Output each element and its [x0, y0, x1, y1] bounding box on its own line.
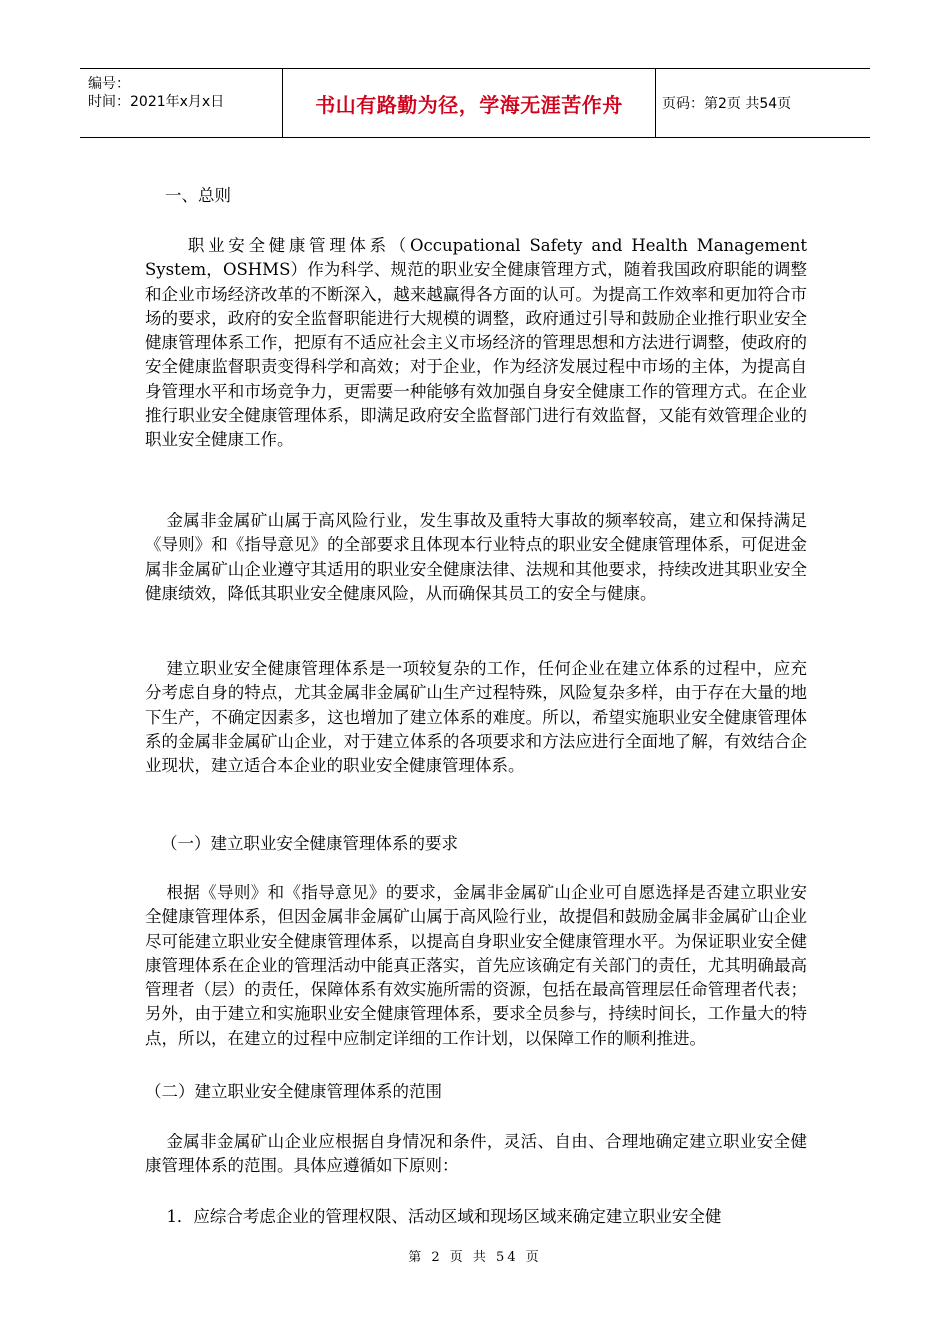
header-motto-cell — [283, 69, 656, 137]
subsection-heading-scope: （二）建立职业安全健康管理体系的范围 — [145, 1082, 442, 1101]
header-motto: 书山有路勤为径，学海无涯苦作舟 — [315, 92, 623, 117]
header-meta-cell — [80, 69, 283, 137]
paragraph-2-text: 金属非金属矿山属于高风险行业，发生事故及重特大事故的频率较高，建立和保持满足《导则》和《指导意见》的全部要求且体现本行业特点的职业安全健康管理体系，可促进金属非金属矿山企业遵守其适用的职业安全健康法律、法规和其他要求，持续改进其职业安全健康绩效，降低其职业安全健康风险，从而确保其员工的安全与健康。 — [145, 511, 807, 603]
paragraph-4 — [145, 881, 807, 1051]
paragraph-6 — [145, 1205, 807, 1229]
page-footer — [0, 1246, 950, 1265]
paragraph-1-text: 职业安全健康管理体系（Occupational Safety and Health Management System，OSHMS）作为科学、规范的职业安全健康管理方式，随着我国政府职能的调整和企业市场经济改革的不断深入，越来越赢得各方面的认可。为提高工作效率和更加符合市场的要求，政府的安全监督职能进行大规模的调整，政府通过引导和鼓励企业推行职业安全健康管理体系工作，把原有不适应社会主义市场经济的管理思想和方法进行调整，使政府的安全健康监督职责变得科学和高效；对于企业，作为经济发展过程中市场的主体，为提高自身管理水平和市场竞争力，更需要一种能够有效加强自身安全健康工作的管理方式。在企业推行职业安全健康管理体系，即满足政府安全监督部门进行有效监督，又能有效管理企业的职业安全健康工作。 — [145, 236, 807, 450]
header-page-cell — [662, 69, 870, 137]
paragraph-2 — [145, 509, 807, 606]
paragraph-5 — [145, 1130, 807, 1179]
doc-time-label: 时间：2021年x月x日 — [88, 94, 225, 110]
section-heading-general: 一、总则 — [165, 186, 231, 205]
doc-number-label: 编号： — [88, 76, 130, 92]
header-page-label: 页码：第2页 共54页 — [662, 96, 792, 112]
paragraph-3-text: 建立职业安全健康管理体系是一项较复杂的工作，任何企业在建立体系的过程中，应充分考虑自身的特点，尤其金属非金属矿山生产过程特殊，风险复杂多样，由于存在大量的地下生产，不确定因素多，这也增加了建立体系的难度。所以，希望实施职业安全健康管理体系的金属非金属矿山企业，对于建立体系的各项要求和方法应进行全面地了解，有效结合企业现状，建立适合本企业的职业安全健康管理体系。 — [145, 659, 807, 776]
paragraph-6-text: 1．应综合考虑企业的管理权限、活动区域和现场区域来确定建立职业安全健 — [166, 1207, 722, 1226]
paragraph-4-text: 根据《导则》和《指导意见》的要求，金属非金属矿山企业可自愿选择是否建立职业安全健康管理体系，但因金属非金属矿山属于高风险行业，故提倡和鼓励金属非金属矿山企业尽可能建立职业安全健康管理体系，以提高自身职业安全健康管理水平。为保证职业安全健康管理体系在企业的管理活动中能真正落实，首先应该确定有关部门的责任，尤其明确最高管理者（层）的责任，保障体系有效实施所需的资源，包括在最高管理层任命管理者代表；另外，由于建立和实施职业安全健康管理体系，要求全员参与，持续时间长，工作量大的特点，所以，在建立的过程中应制定详细的工作计划，以保障工作的顺利推进。 — [145, 883, 807, 1048]
footer-page-number: 第 2 页 共 54 页 — [408, 1250, 542, 1265]
paragraph-5-text: 金属非金属矿山企业应根据自身情况和条件，灵活、自由、合理地确定建立职业安全健康管理体系的范围。具体应遵循如下原则： — [145, 1132, 807, 1176]
page-header — [80, 68, 870, 138]
paragraph-3 — [145, 657, 807, 778]
paragraph-1 — [145, 234, 807, 453]
subsection-heading-requirements: （一）建立职业安全健康管理体系的要求 — [161, 834, 458, 853]
